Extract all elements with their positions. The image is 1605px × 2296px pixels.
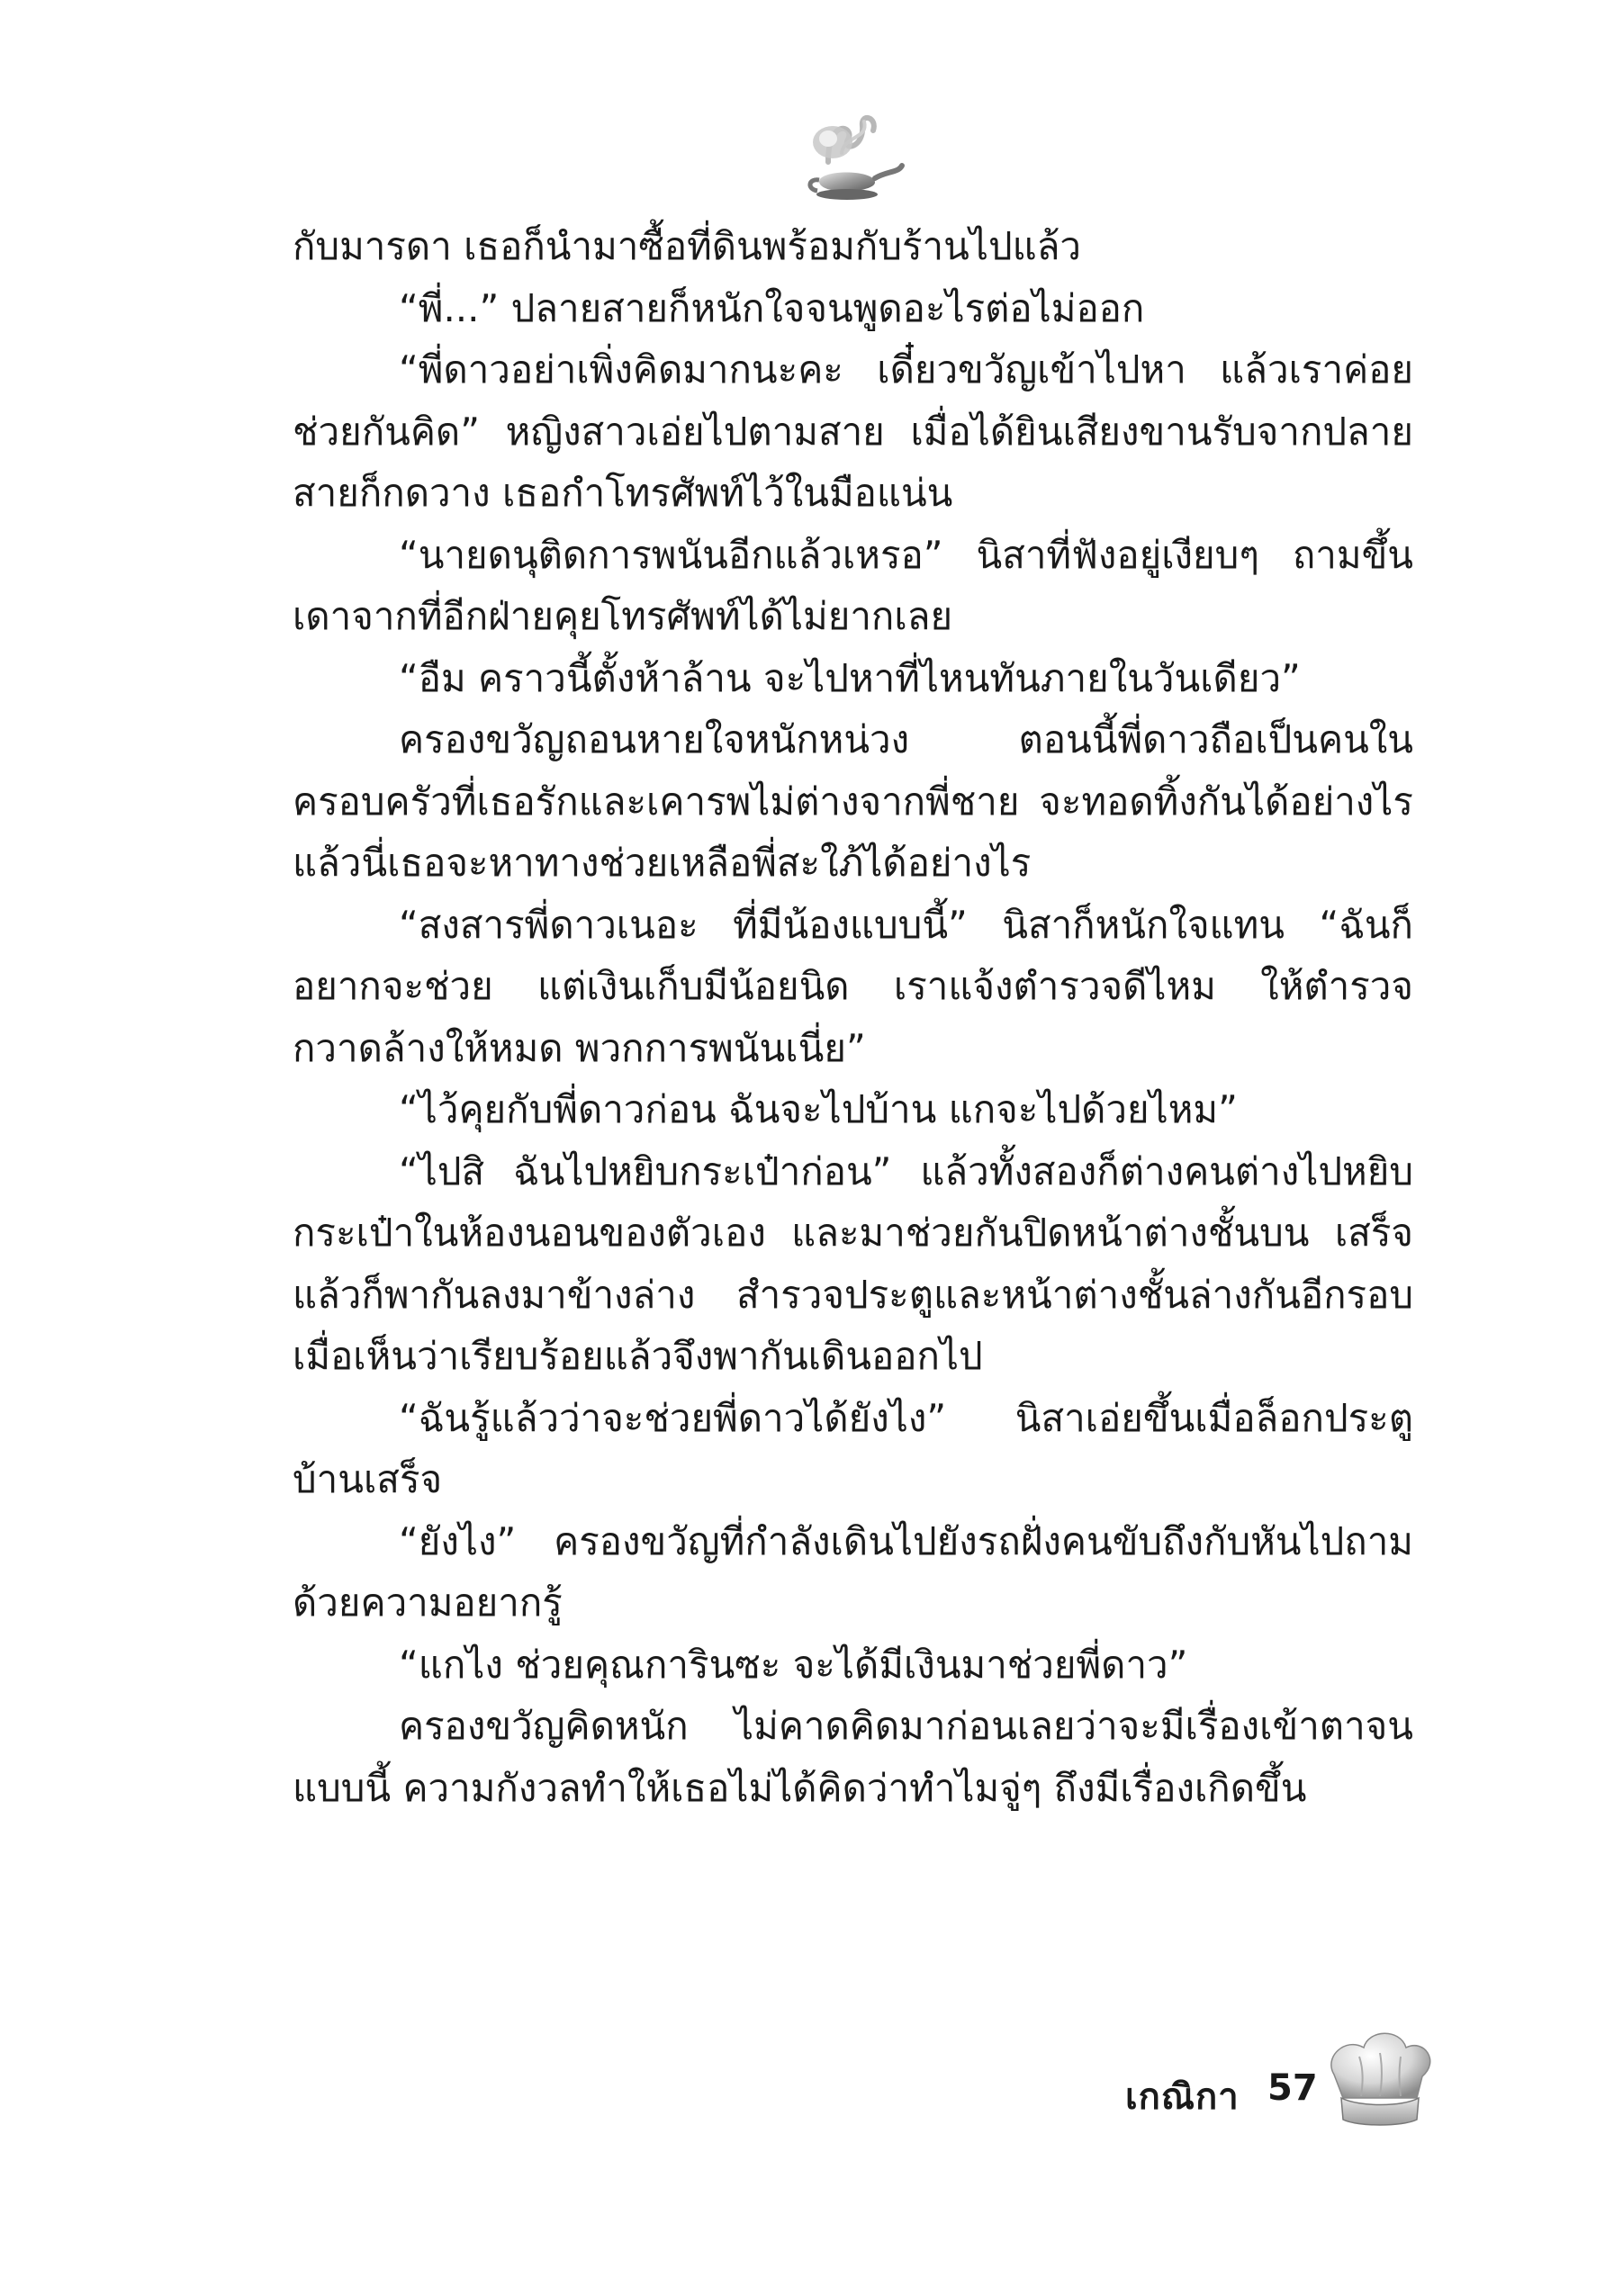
paragraph-12: “แกไง ช่วยคุณการินซะ จะได้มีเงินมาช่วยพี่ดาว”: [399, 1642, 1188, 1687]
paragraph-5: “อืม คราวนี้ตั้งห้าล้าน จะไปหาที่ไหนทันภายในวันเดียว”: [399, 655, 1301, 700]
paragraph-13: ครองขวัญคิดหนัก ไม่คาดคิดมาก่อนเลยว่าจะมีเรื่องเข้าตาจนแบบนี้ ความกังวลทำให้เธอไม่ได้คิดว่าทำไมจู่ๆ ถึงมีเรื่องเกิดขึ้น: [293, 1704, 1413, 1810]
paragraph-3: “พี่ดาวอย่าเพิ่งคิดมากนะคะ เดี๋ยวขวัญเข้าไปหา แล้วเราค่อยช่วยกันคิด” หญิงสาวเอ่ยไปตามสาย เมื่อได้ยินเสียงขานรับจากปลายสายก็กดวาง เธอกำโทรศัพท์ไว้ในมือแน่น: [293, 347, 1413, 515]
paragraph-8: “ไว้คุยกับพี่ดาวก่อน ฉันจะไปบ้าน แกจะไปด้วยไหม”: [399, 1087, 1238, 1131]
paragraph-11: “ยังไง” ครองขวัญที่กำลังเดินไปยังรถฝั่งคนขับถึงกับหันไปถามด้วยความอยากรู้: [293, 1518, 1413, 1625]
paragraph-4: “นายดนุติดการพนันอีกแล้วเหรอ” นิสาที่ฟังอยู่เงียบๆ ถามขึ้นเดาจากที่อีกฝ่ายคุยโทรศัพท์ได้ไม่ยากเลย: [293, 532, 1413, 638]
chapter-body-text: [293, 216, 1413, 1819]
page-number: 57: [1267, 2067, 1318, 2109]
paragraph-7: “สงสารพี่ดาวเนอะ ที่มีน้องแบบนี้” นิสาก็หนักใจแทน “ฉันก็อยากจะช่วย แต่เงินเก็บมีน้อยนิด เราแจ้งตำรวจดีไหม ให้ตำรวจกวาดล้างให้หมด พวกการพนันเนี่ย”: [293, 902, 1413, 1070]
chef-hat-icon: [1323, 2021, 1436, 2133]
teapot-ornament-icon: [792, 99, 909, 207]
paragraph-2: “พี่...” ปลายสายก็หนักใจจนพูดอะไรต่อไม่ออก: [399, 285, 1145, 330]
paragraph-6: ครองขวัญถอนหายใจหนักหน่วง ตอนนี้พี่ดาวถือเป็นคนในครอบครัวที่เธอรักและเคารพไม่ต่างจากพี่ชาย จะทอดทิ้งกันได้อย่างไร แล้วนี่เธอจะหาทางช่วยเหลือพี่สะใภ้ได้อย่างไร: [293, 717, 1413, 885]
paragraph-1: กับมารดา เธอก็นำมาซื้อที่ดินพร้อมกับร้านไปแล้ว: [293, 224, 1082, 268]
paragraph-9: “ไปสิ ฉันไปหยิบกระเป๋าก่อน” แล้วทั้งสองก็ต่างคนต่างไปหยิบกระเป๋าในห้องนอนของตัวเอง และมาช่วยกันปิดหน้าต่างชั้นบน เสร็จแล้วก็พากันลงมาข้างล่าง สำรวจประตูและหน้าต่างชั้นล่างกันอีกรอบ เมื่อเห็นว่าเรียบร้อยแล้วจึงพากันเดินออกไป: [293, 1148, 1413, 1378]
page-footer: [1107, 2057, 1431, 2129]
book-title: เกณิกา: [1125, 2076, 1240, 2118]
paragraph-10: “ฉันรู้แล้วว่าจะช่วยพี่ดาวได้ยังไง” นิสาเอ่ยขึ้นเมื่อล็อกประตูบ้านเสร็จ: [293, 1395, 1413, 1501]
